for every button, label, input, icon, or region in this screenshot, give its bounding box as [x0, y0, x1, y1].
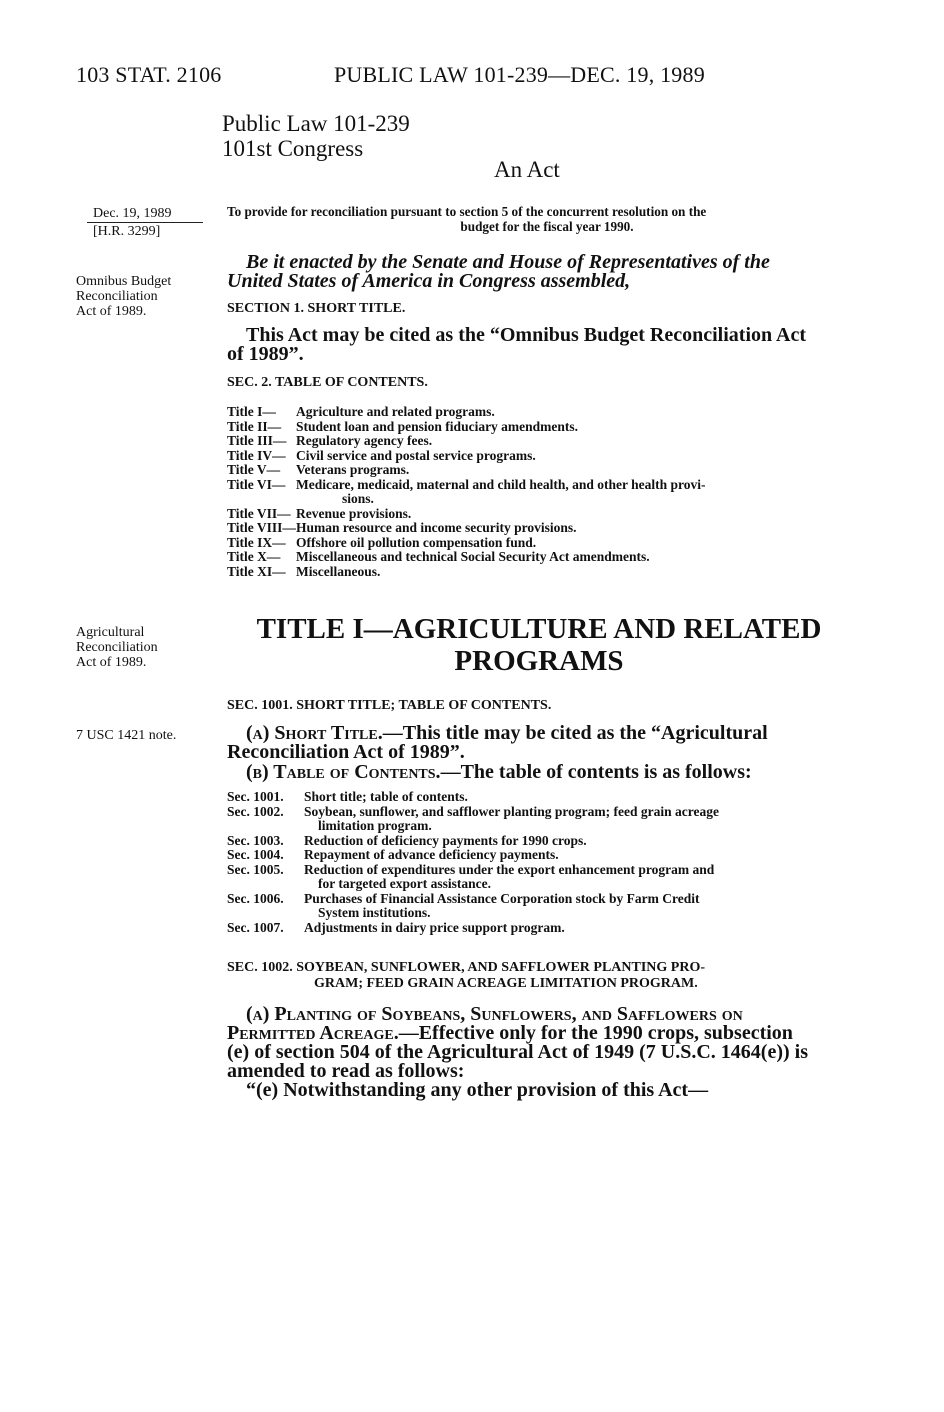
page-reference: 103 STAT. 2106: [76, 62, 222, 87]
toc-row: Title VI— Medicare, medicaid, maternal and child health, and other health provi-: [227, 476, 706, 492]
public-law-number: Public Law 101-239: [222, 111, 410, 136]
toc-row: Title IV— Civil service and postal service programs.: [227, 447, 536, 463]
sec-toc-row-continuation: for targeted export assistance.: [318, 876, 491, 891]
running-head: PUBLIC LAW 101-239—DEC. 19, 1989: [334, 62, 705, 87]
margin-date: Dec. 19, 1989: [93, 206, 172, 221]
congress-label: 101st Congress: [222, 136, 364, 161]
margin-bill: [H.R. 3299]: [93, 224, 161, 239]
toc-row-continuation: sions.: [342, 491, 374, 506]
section-1-text: This Act may be cited as the “Omnibus Budget Reconciliation Act of 1989”.: [227, 324, 807, 365]
titles-table-of-contents: [227, 405, 851, 579]
sec-toc-row: Sec. 1007. Adjustments in dairy price support program.: [227, 919, 565, 935]
toc-row: Title V— Veterans programs.: [227, 462, 410, 477]
sec-toc-row: Sec. 1001. Short title; table of contents.: [227, 789, 468, 804]
sec-toc-row-continuation: limitation program.: [318, 818, 432, 833]
sec-1001-subsection-a: (a) Short Title.—This title may be cited as the “Agricultural Reconciliation Act of 1989”.: [227, 722, 768, 763]
toc-row: Title III— Regulatory agency fees.: [227, 433, 433, 448]
toc-row: Title I— Agriculture and related programs.: [227, 404, 495, 419]
toc-row: Title XI— Miscellaneous.: [227, 563, 381, 579]
act-label: An Act: [494, 157, 560, 182]
sec-toc-row: Sec. 1004. Repayment of advance deficiency payments.: [227, 847, 559, 862]
sec-1002-subsection-a: (a) Planting of Soybeans, Sunflowers, and Safflowers on Permitted Acreage.—Effective only for the 1990 crops, subsection (e) of section 504 of the Agricultural Act of 1949 (7 U.S.C. 1464(e)) is amended to read as follows: “(e) Notwithstanding any other provision of this Act—: [227, 1003, 809, 1101]
section-2-heading: SEC. 2. TABLE OF CONTENTS.: [227, 375, 428, 390]
title-1-heading: TITLE I—AGRICULTURE AND RELATED PROGRAMS: [256, 613, 822, 677]
toc-row: Title X— Miscellaneous and technical Social Security Act amendments.: [227, 549, 650, 564]
sections-table-of-contents: [227, 790, 851, 935]
toc-row: Title IX— Offshore oil pollution compensation fund.: [227, 534, 537, 550]
margin-usc-note: 7 USC 1421 note.: [76, 728, 177, 743]
enacting-clause: Be it enacted by the Senate and House of Representatives of the United States of America in Congress assembled,: [227, 251, 770, 292]
sec-1001-subsection-b: (b) Table of Contents.—The table of contents is as follows:: [246, 761, 752, 783]
margin-agricultural-note: Agricultural Reconciliation Act of 1989.: [76, 625, 158, 670]
section-1-heading: SECTION 1. SHORT TITLE.: [227, 301, 406, 316]
margin-omnibus-note: Omnibus Budget Reconciliation Act of 1989.: [76, 274, 172, 319]
sec-1001-heading: SEC. 1001. SHORT TITLE; TABLE OF CONTENTS.: [227, 698, 552, 713]
sec-1002-heading: SEC. 1002. SOYBEAN, SUNFLOWER, AND SAFFLOWER PLANTING PRO- GRAM; FEED GRAIN ACREAGE LIMITATION PROGRAM.: [227, 960, 705, 991]
sec-toc-row-continuation: System institutions.: [318, 905, 431, 920]
sec-toc-row: Sec. 1002. Soybean, sunflower, and safflower planting program; feed grain acreage: [227, 803, 719, 819]
purpose-clause: To provide for reconciliation pursuant to section 5 of the concurrent resolution on the budget for the fiscal year 1990.: [227, 204, 707, 234]
sec-toc-row: Sec. 1006. Purchases of Financial Assistance Corporation stock by Farm Credit: [227, 890, 700, 906]
margin-divider: [87, 222, 203, 223]
sec-toc-row: Sec. 1003. Reduction of deficiency payments for 1990 crops.: [227, 832, 587, 848]
toc-row: Title VII— Revenue provisions.: [227, 505, 412, 521]
toc-row: Title II— Student loan and pension fiduciary amendments.: [227, 418, 579, 434]
toc-row: Title VIII— Human resource and income security provisions.: [227, 520, 577, 535]
sec-toc-row: Sec. 1005. Reduction of expenditures under the export enhancement program and: [227, 861, 715, 877]
